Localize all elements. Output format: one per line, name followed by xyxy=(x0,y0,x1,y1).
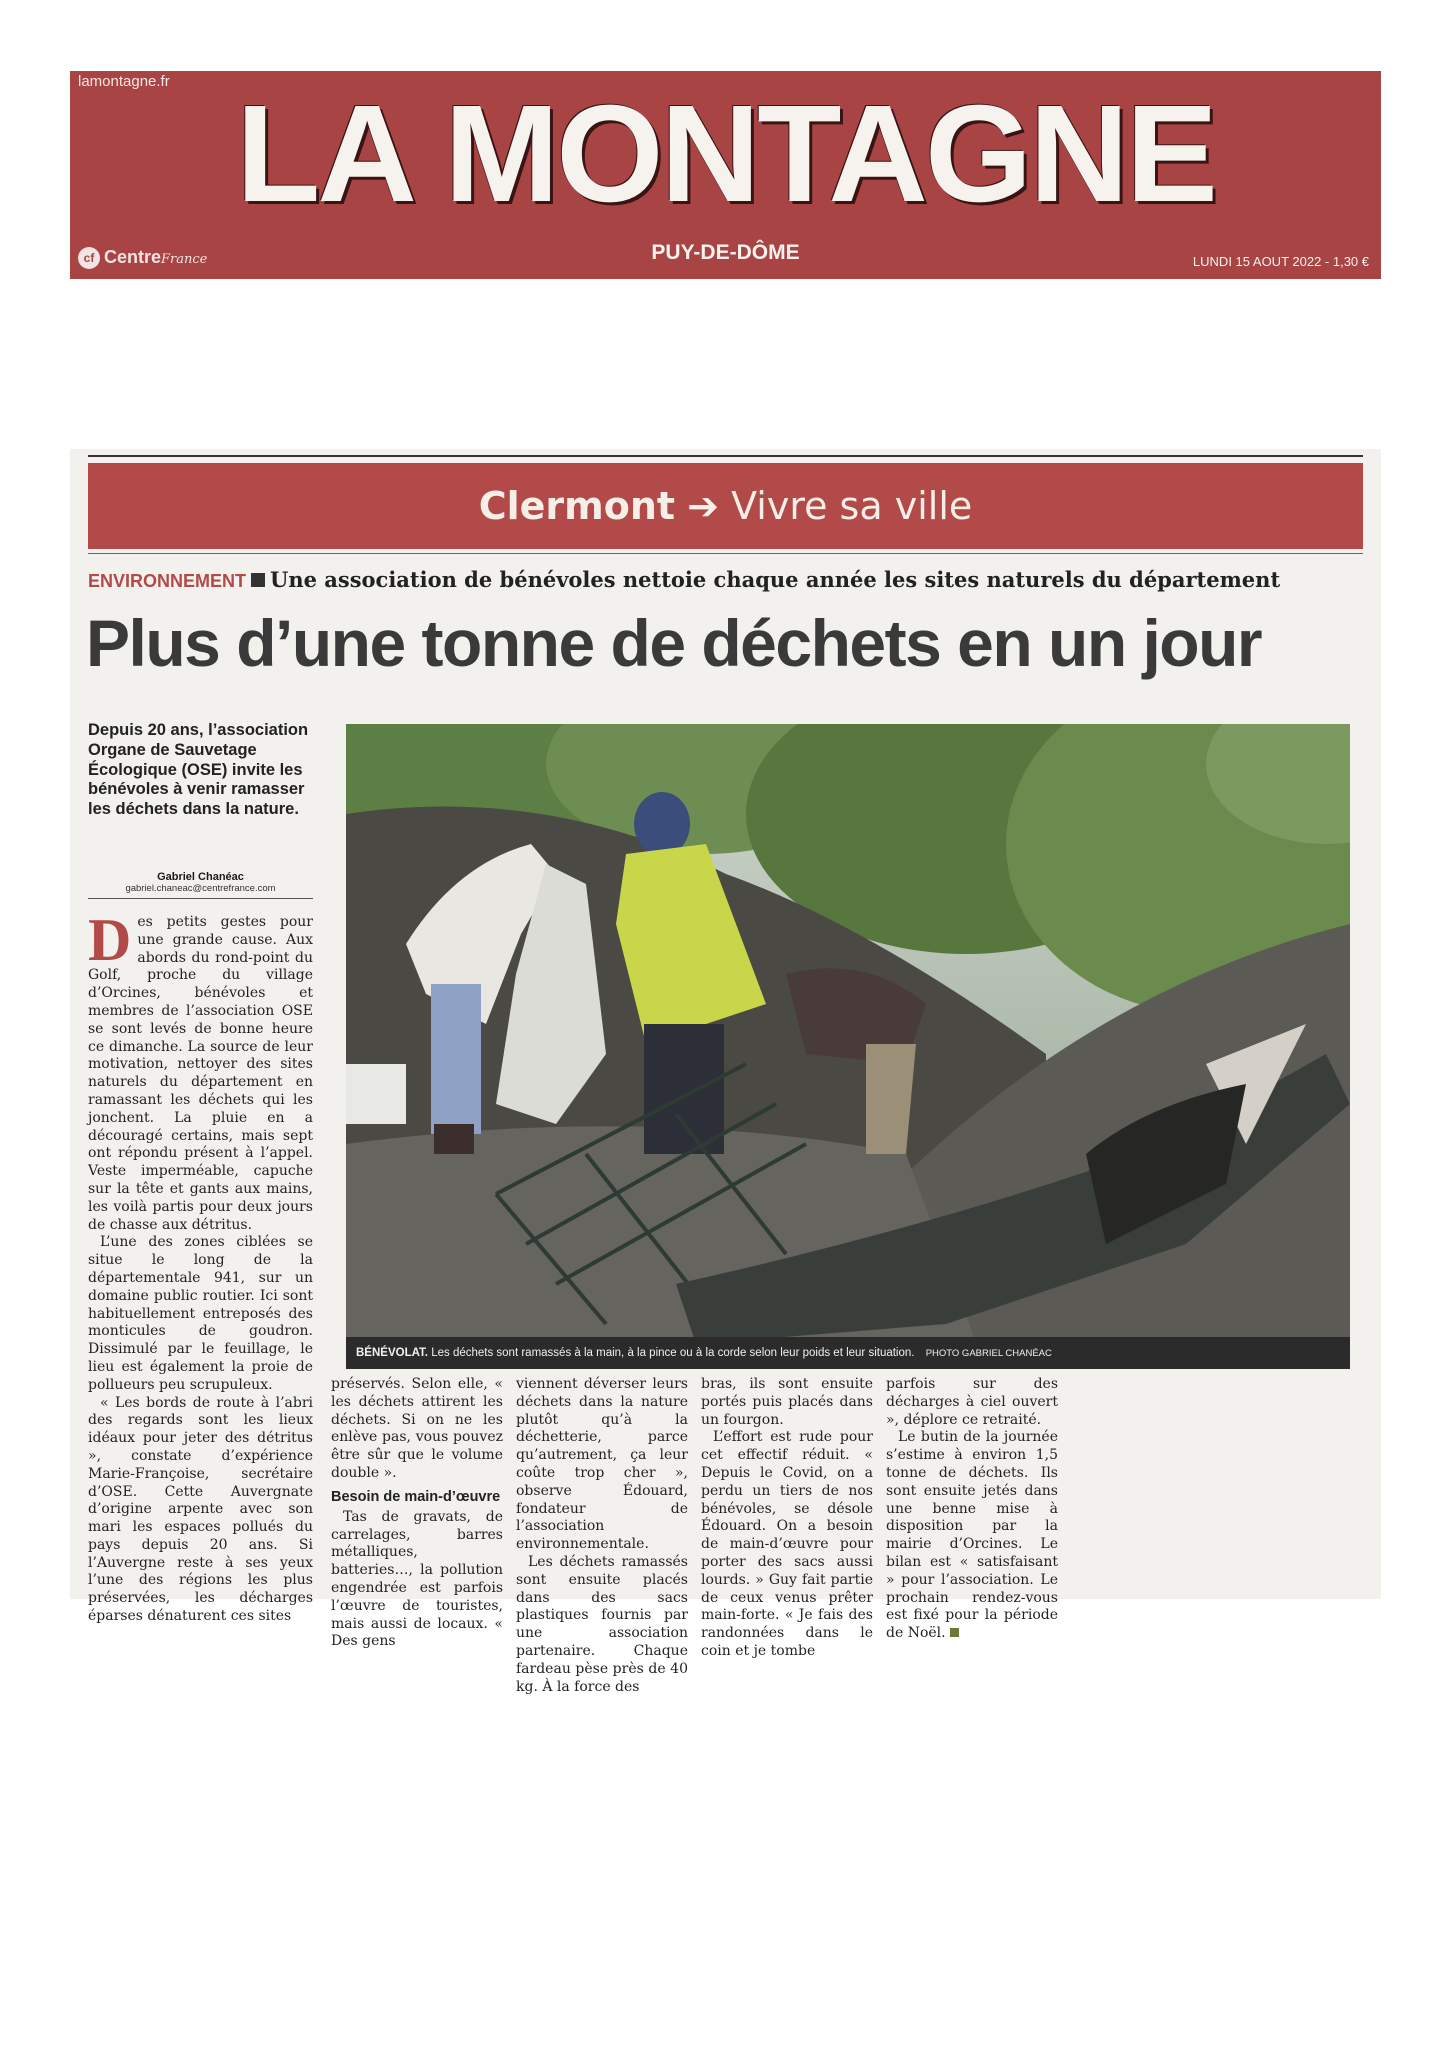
paragraph-text: Le butin de la journée s’estime à environ 1,5 tonne de déchets. Ils sont ensuite jetés dans une benne mise à disposition par la mairie d’Orcines. Le bilan est « satisfaisant » pour l’association. Le prochain rendez-vous est fixé pour la période de Noël. xyxy=(886,1429,1058,1642)
banner-rule xyxy=(88,553,1363,554)
standfirst: Depuis 20 ans, l’association Organe de Sauvetage Écologique (OSE) invite les bénévoles à venir ramasser les déchets dans la nature. xyxy=(88,721,309,819)
paragraph: parfois sur des décharges à ciel ouvert », déplore ce retraité. xyxy=(886,1376,1058,1428)
publisher-name: Centre xyxy=(104,246,162,267)
author-email[interactable]: gabriel.chaneac@centrefrance.com xyxy=(125,883,276,894)
edition-label: PUY-DE-DÔME xyxy=(651,241,800,264)
top-rule xyxy=(88,455,1363,457)
paragraph: L’une des zones ciblées se situe le long de la départementale 941, sur un domaine public routier. Ici sont habituellement entreposés des monticules de goudron. Dissimulé par le feuillage, le lieu est également la proie de pollueurs peu scrupuleux. xyxy=(88,1234,313,1393)
paragraph: préservés. Selon elle, « les déchets attirent les déchets. Si on ne les enlève pas, vous pouvez être sûr que le volume double ». xyxy=(331,1376,503,1481)
article xyxy=(70,449,1381,1695)
publisher-suffix: France xyxy=(161,251,208,267)
section-rubric: Vivre sa ville xyxy=(731,484,973,528)
site-url[interactable]: lamontagne.fr xyxy=(78,73,170,90)
photo-caption xyxy=(346,1337,1350,1369)
paragraph xyxy=(88,907,313,1234)
headline: Plus d’une tonne de déchets en un jour xyxy=(86,606,1262,680)
article-photo xyxy=(346,724,1350,1369)
paragraph: « Les bords de route à l’abri des regards sont les lieux idéaux pour jeter des détritus », constate d’expérience Marie-Françoise, secrétaire d’OSE. Cette Auvergnate d’origine arpente avec son mari les espaces pollués du pays depuis 20 ans. Si l’Auvergne reste à ses yeux l’une des régions les plus préservées, les décharges éparses dénaturent ces sites xyxy=(88,1394,313,1625)
end-mark-icon xyxy=(950,1628,959,1637)
byline xyxy=(88,871,313,899)
arrow-icon: ➔ xyxy=(687,484,720,528)
kicker-text: Une association de bénévoles nettoie chaque année les sites naturels du département xyxy=(270,567,1281,592)
paragraph xyxy=(886,1429,1058,1643)
body-column-1 xyxy=(88,907,313,1626)
paragraph: viennent déverser leurs déchets dans la nature plutôt qu’à la déchetterie, parce qu’autrement, ça leur coûte trop cher », observe Édouard, fondateur de l’association environnementale. xyxy=(516,1376,688,1553)
drop-cap: D xyxy=(88,907,132,973)
body-column-4 xyxy=(701,1376,873,1661)
centre-france-logo-icon: cf xyxy=(78,247,100,269)
body-column-5 xyxy=(886,1376,1058,1643)
paragraph: L’effort est rude pour cet effectif réduit. « Depuis le Covid, on a perdu un tiers de nos bénévoles, se désole Édouard. On a besoin de main-d’œuvre pour porter des sacs aussi lourds. » Guy fait partie de ceux venus prêter main-forte. « Je fais des randonnées dans le coin et je tombe xyxy=(701,1429,873,1659)
paragraph-text: es petits gestes pour une grande cause. Aux abords du rond-point du Golf, proche du village d’Orcines, bénévoles et membres de l’association OSE se sont levés de bonne heure ce dimanche. La source de leur motivation, nettoyer des sites naturels du département en ramassant les déchets qui les jonchent. La pluie en a découragé certains, mais sept ont répondu présent à l’appel. Veste imperméable, capuche sur la tête et gants aux mains, les voilà partis pour deux jours de chasse aux détritus. xyxy=(88,914,313,1233)
paragraph: Les déchets ramassés sont ensuite placés dans des sacs plastiques fournis par une association partenaire. Chaque fardeau pèse près de 40 kg. À la force des xyxy=(516,1553,688,1695)
paragraph: Tas de gravats, de carrelages, barres métalliques, batteries…, la pollution engendrée est parfois l’œuvre de touristes, mais aussi de locaux. « Des gens xyxy=(331,1508,503,1650)
author-name: Gabriel Chanéac xyxy=(157,871,244,883)
subheading: Besoin de main-d’œuvre xyxy=(331,1488,501,1505)
kicker-category: ENVIRONNEMENT xyxy=(88,571,247,591)
masthead xyxy=(70,71,1381,279)
square-bullet-icon xyxy=(251,573,265,587)
photo-credit: PHOTO GABRIEL CHANÉAC xyxy=(925,1348,1052,1359)
newspaper-title: LA MONTAGNE xyxy=(236,77,1215,231)
issue-date-price: LUNDI 15 AOUT 2022 - 1,30 € xyxy=(1192,254,1369,269)
kicker xyxy=(88,567,1363,592)
body-column-2 xyxy=(331,1376,503,1651)
paragraph: bras, ils sont ensuite portés puis placés dans un fourgon. xyxy=(701,1376,873,1428)
caption-text: Les déchets sont ramassés à la main, à la pince ou à la corde selon leur poids et leur situation. xyxy=(431,1347,915,1359)
section-banner xyxy=(88,463,1363,549)
body-column-3 xyxy=(516,1376,688,1696)
section-city: Clermont xyxy=(478,484,676,528)
photo-illustration xyxy=(346,724,1350,1369)
caption-label: BÉNÉVOLAT. xyxy=(356,1347,428,1359)
